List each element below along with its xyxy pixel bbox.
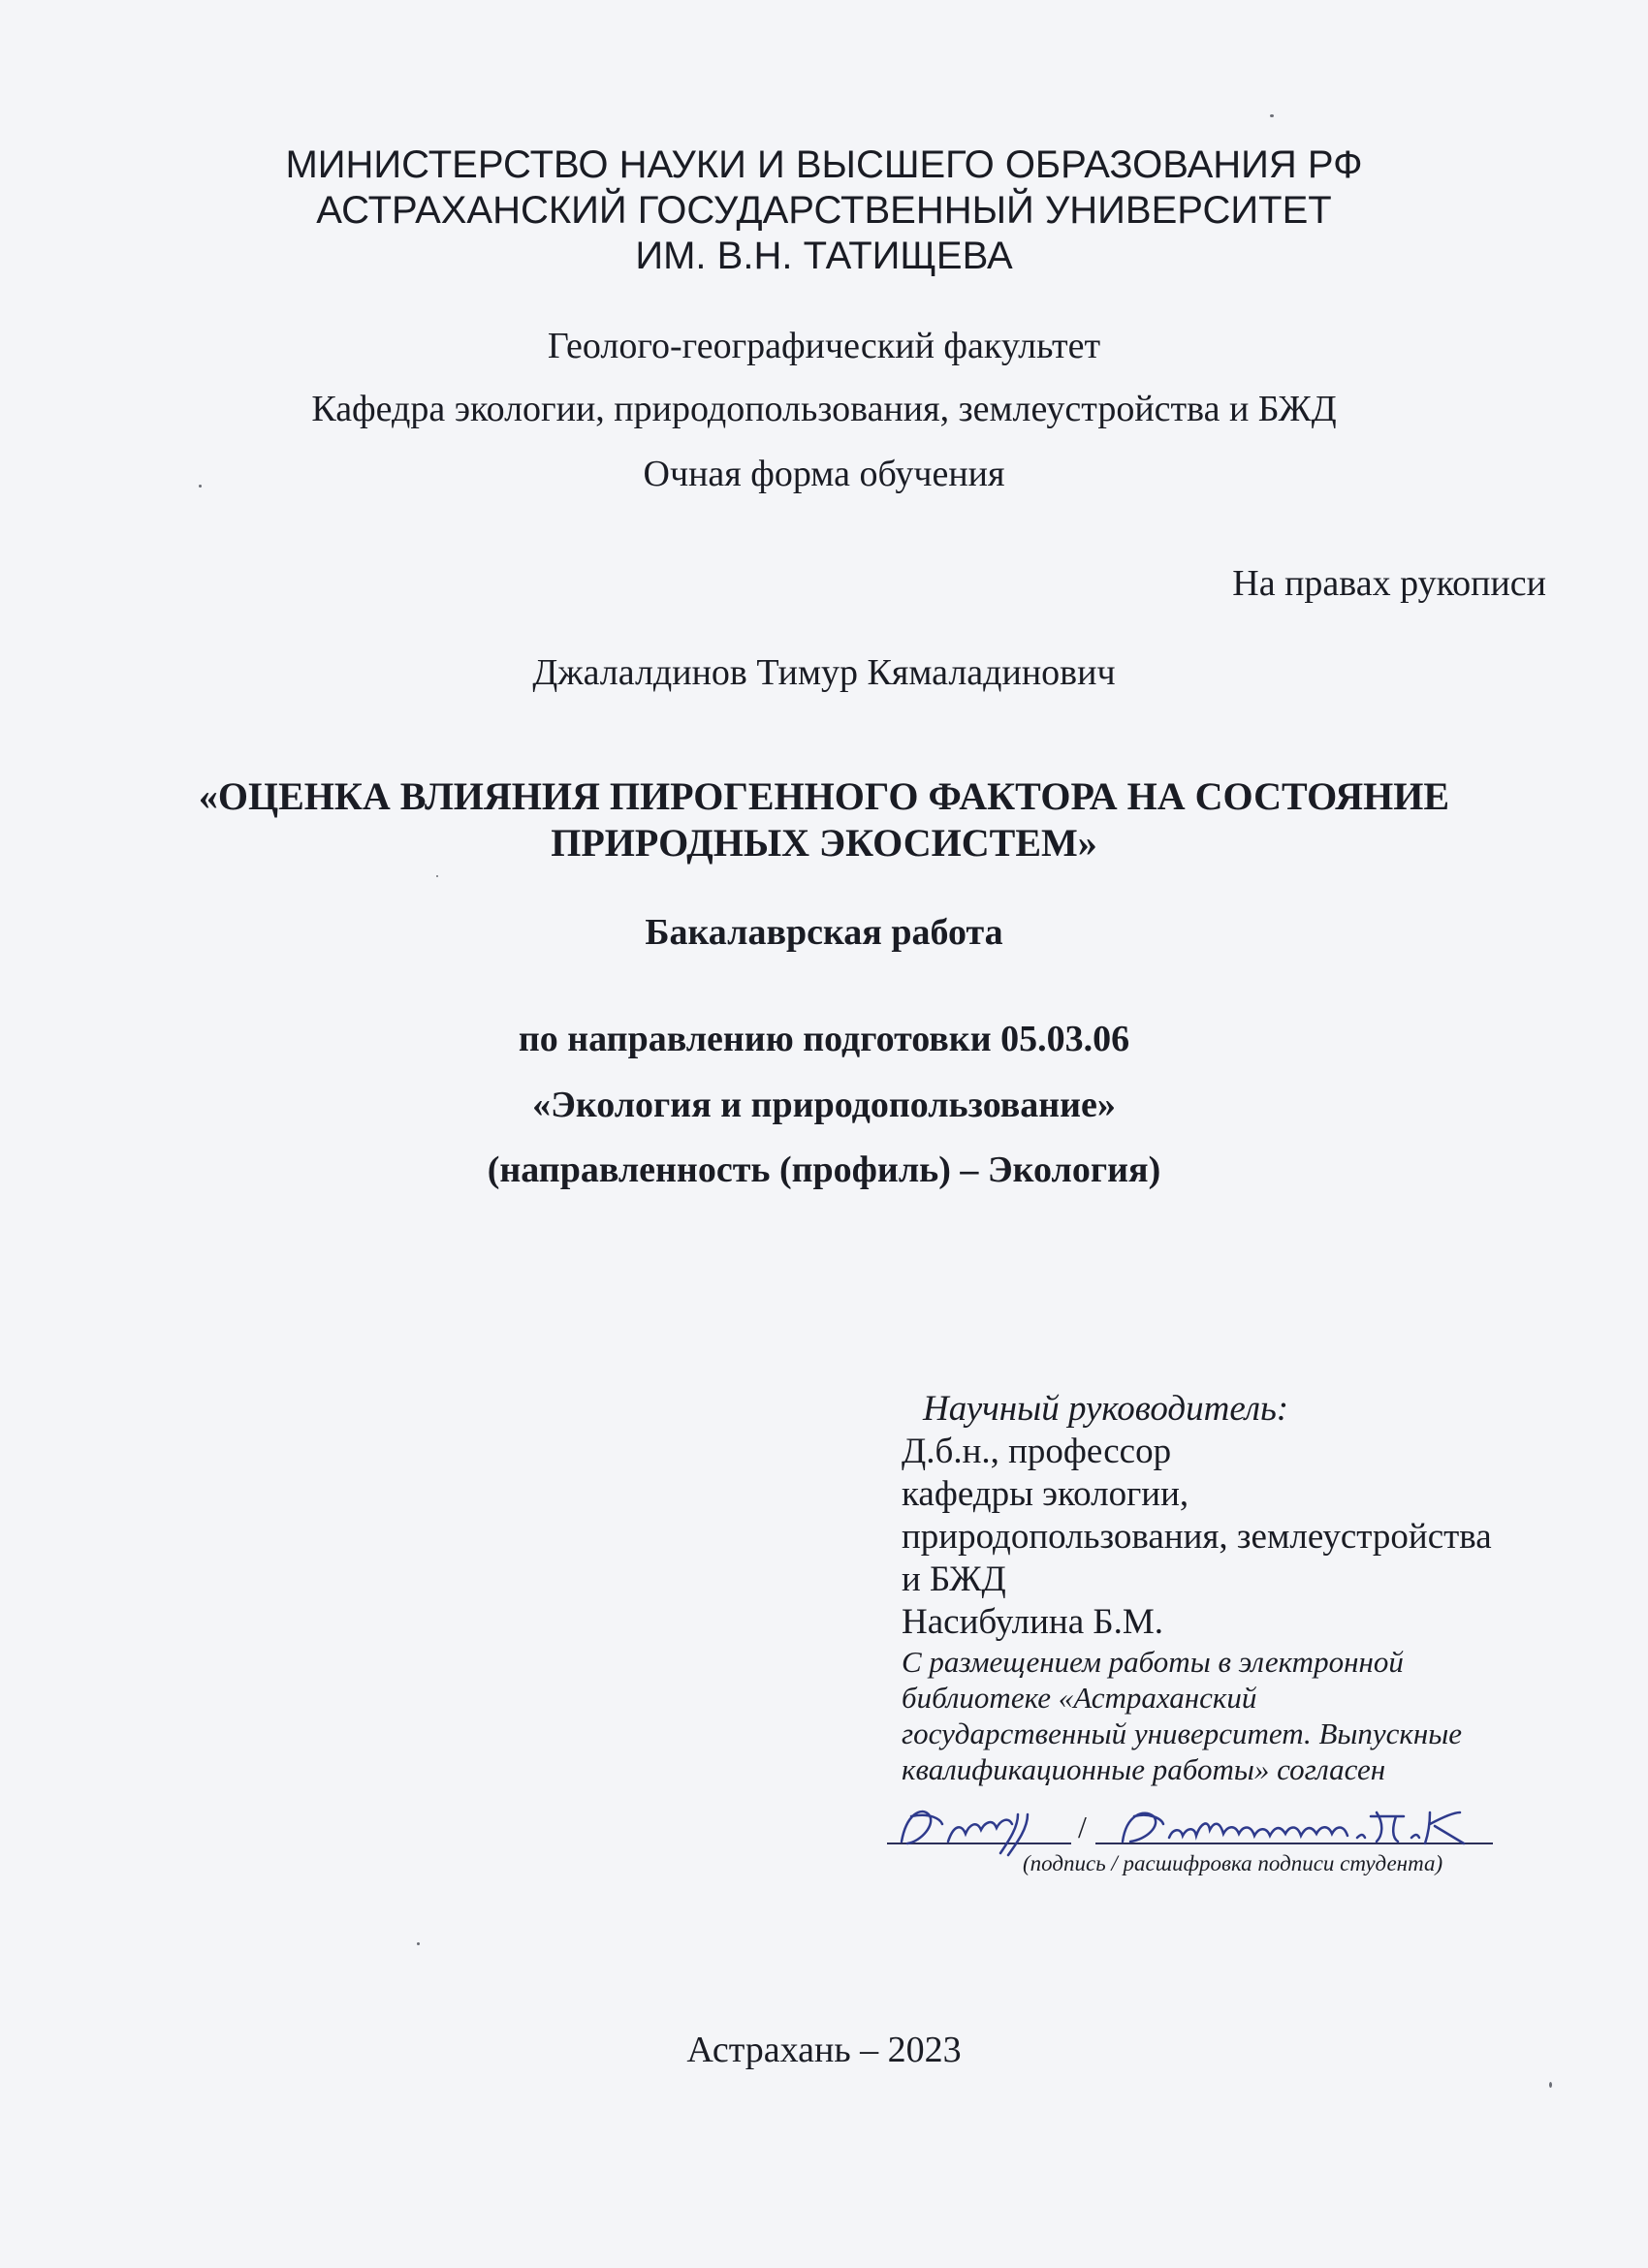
manuscript-note: На правах рукописи bbox=[1232, 563, 1546, 604]
supervisor-department-line3: и БЖД bbox=[902, 1559, 1006, 1599]
direction-line1: по направлению подготовки 05.03.06 bbox=[518, 1019, 1130, 1059]
supervisor-department-line2: природопользования, землеустройства bbox=[902, 1517, 1492, 1557]
consent-line3: государственный университет. Выпускные bbox=[902, 1717, 1463, 1750]
scan-speck bbox=[199, 485, 202, 488]
scan-speck bbox=[1270, 114, 1274, 117]
city-year: Астрахань – 2023 bbox=[686, 2030, 962, 2070]
consent-line1: С размещением работы в электронной bbox=[902, 1645, 1404, 1679]
scan-speck bbox=[417, 1942, 420, 1945]
work-type: Бакалаврская работа bbox=[645, 912, 1003, 953]
study-form: Очная форма обучения bbox=[643, 454, 1005, 494]
ministry-line: МИНИСТЕРСТВО НАУКИ И ВЫСШЕГО ОБРАЗОВАНИЯ РФ bbox=[285, 143, 1363, 186]
supervisor-block bbox=[902, 1388, 1600, 1787]
university-name-line: ИМ. В.Н. ТАТИЩЕВА bbox=[635, 235, 1013, 277]
direction-line3: (направленность (профиль) – Экология) bbox=[487, 1150, 1161, 1190]
faculty: Геолого-географический факультет bbox=[547, 326, 1101, 366]
author-name: Джалалдинов Тимур Кямаладинович bbox=[532, 652, 1116, 693]
supervisor-degree: Д.б.н., профессор bbox=[902, 1432, 1172, 1471]
scan-speck bbox=[1549, 2082, 1552, 2088]
supervisor-department-line1: кафедры экологии, bbox=[902, 1474, 1189, 1514]
university-line: АСТРАХАНСКИЙ ГОСУДАРСТВЕННЫЙ УНИВЕРСИТЕТ bbox=[316, 189, 1332, 232]
signature-caption: (подпись / расшифровка подписи студента) bbox=[1023, 1851, 1443, 1875]
consent-line4: квалификационные работы» согласен bbox=[902, 1752, 1386, 1786]
signature-separator: / bbox=[1078, 1810, 1087, 1844]
supervisor-name: Насибулина Б.М. bbox=[902, 1602, 1164, 1642]
direction-line2: «Экология и природопользование» bbox=[532, 1085, 1116, 1125]
department: Кафедра экологии, природопользования, землеустройства и БЖД bbox=[311, 389, 1337, 429]
thesis-title-line1: «ОЦЕНКА ВЛИЯНИЯ ПИРОГЕННОГО ФАКТОРА НА СОСТОЯНИЕ bbox=[198, 774, 1450, 818]
supervisor-heading: Научный руководитель: bbox=[923, 1389, 1289, 1429]
consent-line2: библиотеке «Астраханский bbox=[902, 1681, 1257, 1715]
thesis-title-line2: ПРИРОДНЫХ ЭКОСИСТЕМ» bbox=[551, 821, 1097, 865]
scan-speck bbox=[436, 875, 438, 877]
